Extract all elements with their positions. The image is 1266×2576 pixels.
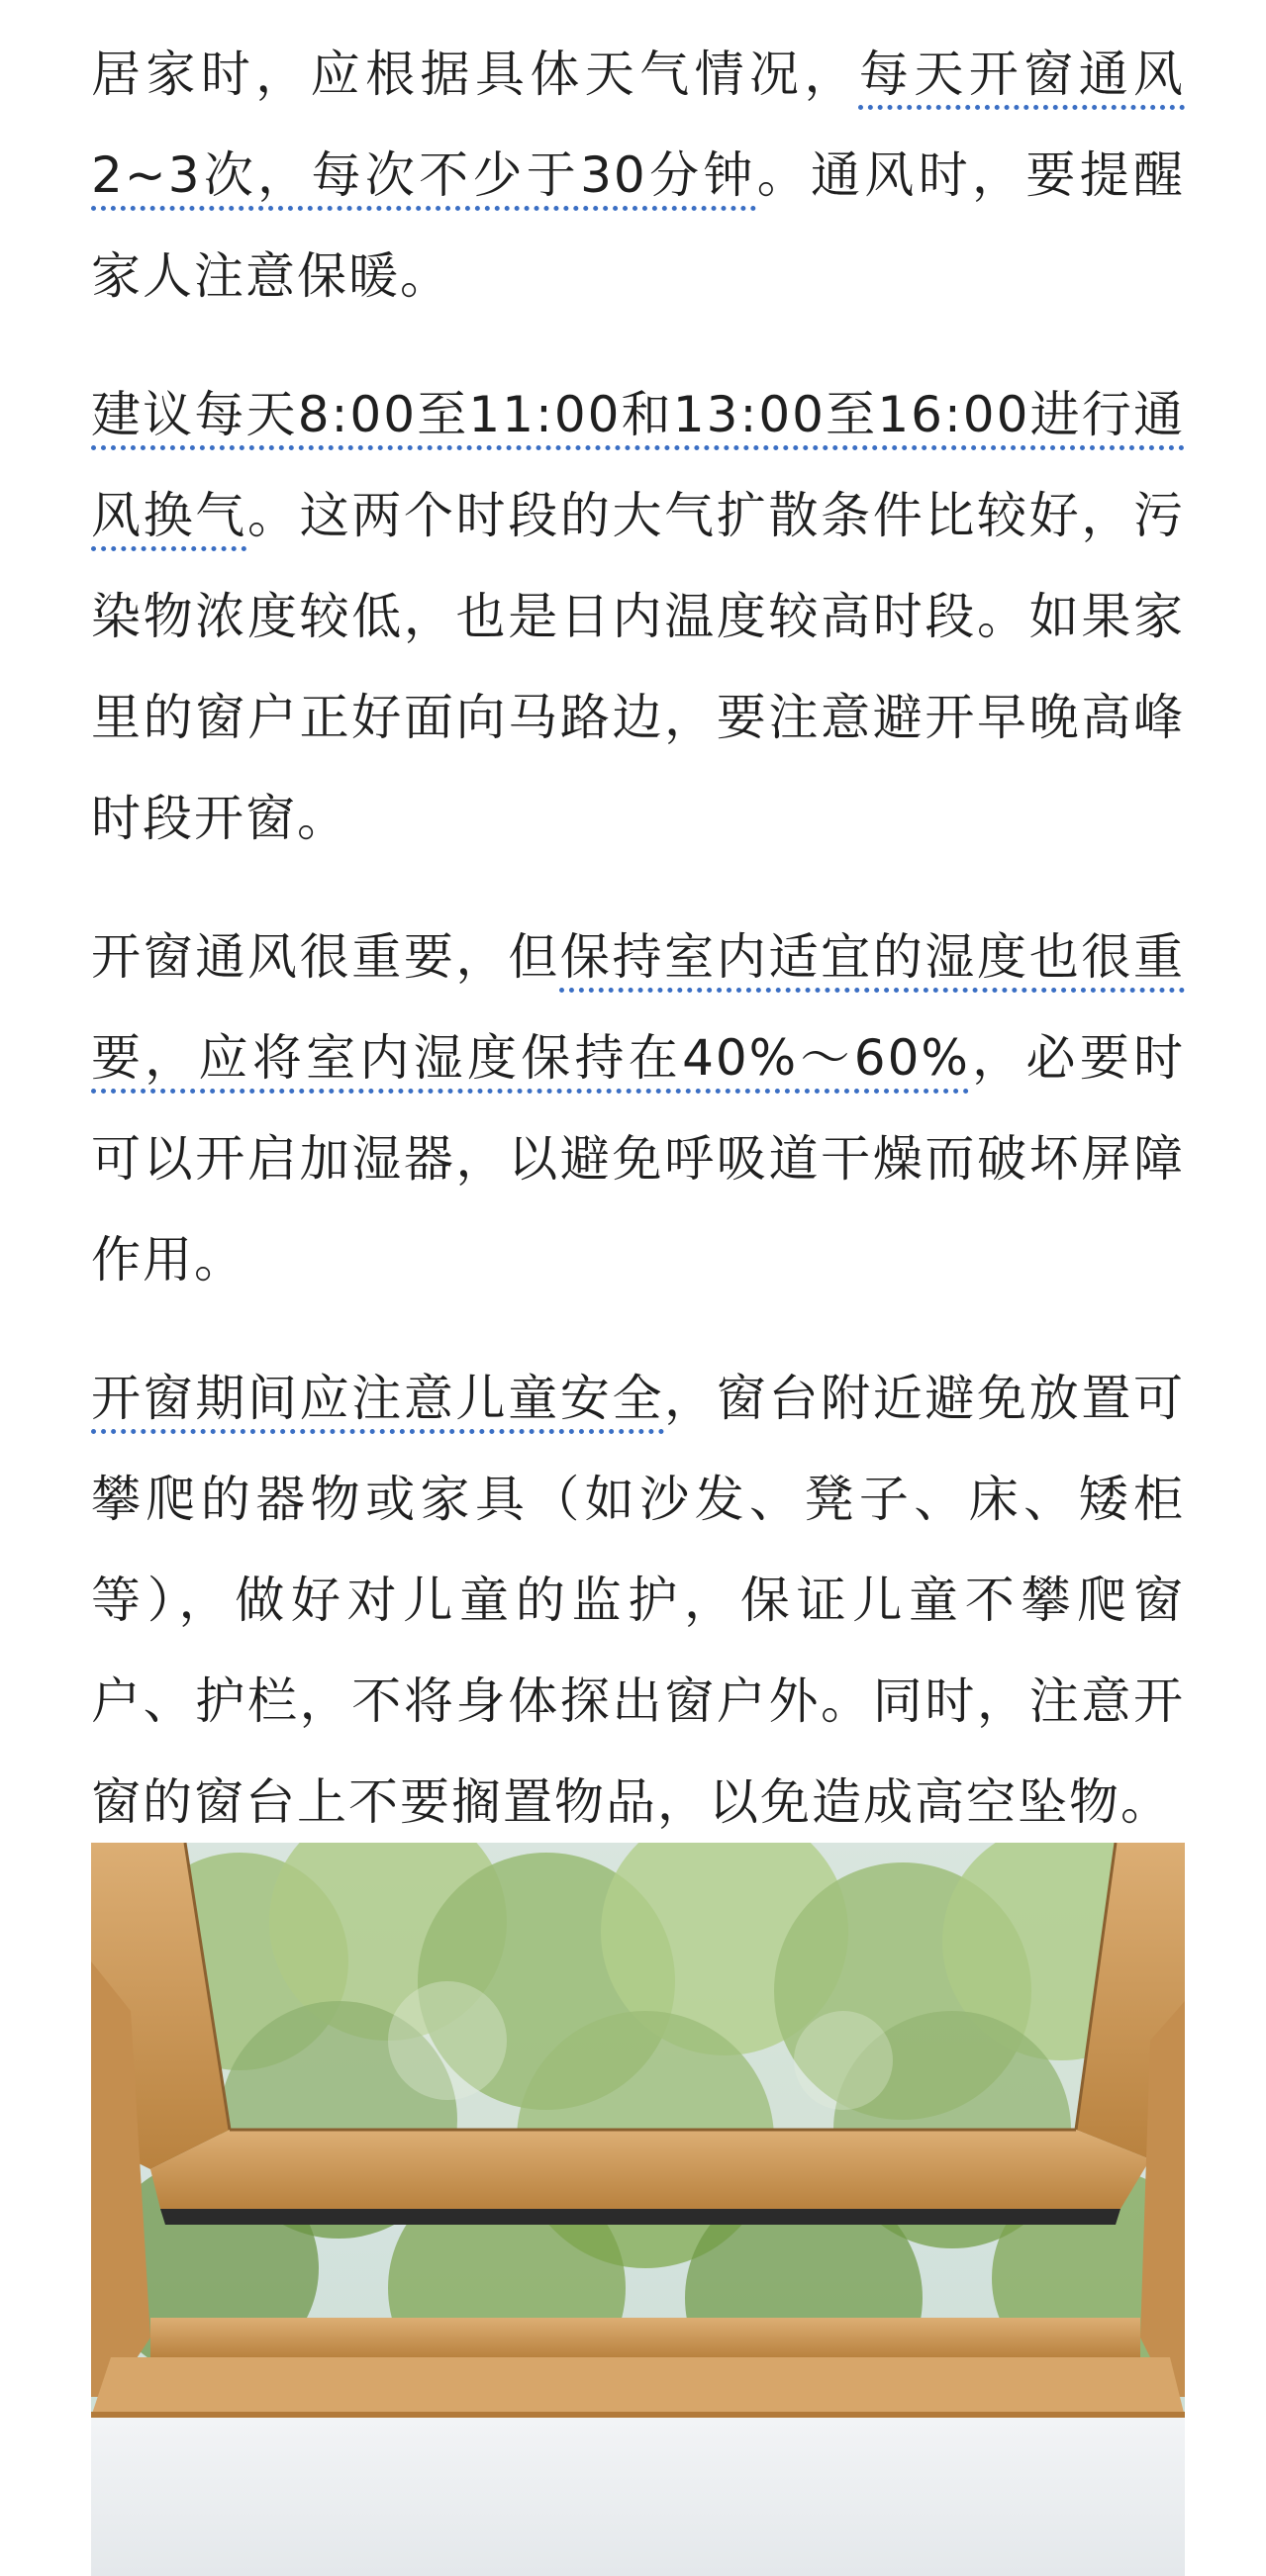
paragraph-text: 居家时，应根据具体天气情况， <box>91 46 859 103</box>
highlighted-text: 建议每天8:00至11:00和13:00至16:00进行通风换气 <box>91 386 1185 544</box>
paragraph-humidity <box>91 906 1185 1310</box>
highlighted-text: 每天开窗通风2~3次，每次不少于30分钟 <box>91 46 1186 204</box>
paragraph-text: 。这两个时段的大气扩散条件比较好，污染物浓度较低，也是日内温度较高时段。如果家里的窗户正好面向马路边，要注意避开早晚高峰时段开窗。 <box>91 487 1186 847</box>
article-body <box>91 24 1185 1890</box>
skylight-illustration <box>91 1843 1185 2576</box>
paragraph-text: 开窗通风很重要，但 <box>91 928 560 986</box>
paragraph-text: 。通风时，要提醒家人注意保暖。 <box>91 146 1186 305</box>
open-skylight-window-image <box>91 1843 1185 2576</box>
highlighted-text: 保持室内适宜的湿度也很重要，应将室内湿度保持在40%～60% <box>91 928 1186 1087</box>
paragraph-ventilation-time <box>91 364 1185 869</box>
window-glass <box>185 1843 1116 2130</box>
paragraph-text: ，窗台附近避免放置可攀爬的器物或家具（如沙发、凳子、床、矮柜等），做好对儿童的监护，保证儿童不攀爬窗户、护栏，不将身体探出窗户外。同时，注意开窗的窗台上不要搁置物品，以免造成高空坠物。 <box>91 1370 1186 1831</box>
paragraph-text: ，必要时可以开启加湿器，以避免呼吸道干燥而破坏屏障作用。 <box>91 1029 1186 1288</box>
interior-wall <box>91 2418 1185 2576</box>
highlighted-text: 开窗期间应注意儿童安全 <box>91 1370 665 1427</box>
paragraph-ventilation-frequency <box>91 24 1185 327</box>
paragraph-child-safety <box>91 1348 1185 1853</box>
